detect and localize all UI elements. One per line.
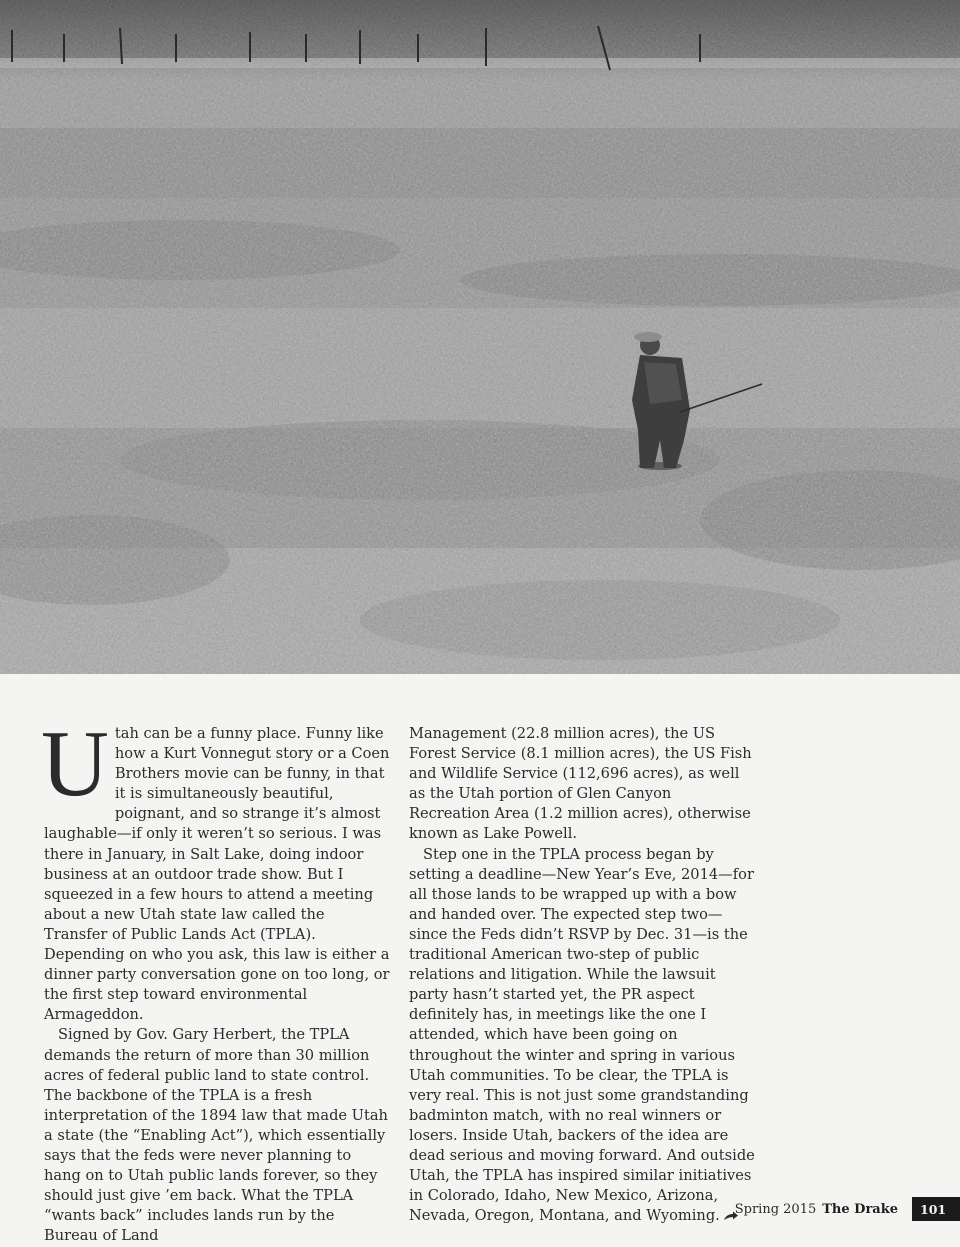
paragraph-3: Management (22.8 million acres), the US Forest Service (8.1 million acres), the US Fish and Wildlife Service (112,696 acres), as well as the Utah portion of Glen Canyon Recreation Area (1.2 million acres), otherwise known as Lake Powell. (409, 725, 752, 843)
paragraph-1-text: tah can be a funny place. Funny like how a Kurt Vonnegut story or a Coen Brothers movie can be funny, in that it is simultaneously beautiful, poignant, and so strange it’s almost laughable—if only it weren’t so serious. I was there in January, in Salt Lake, doing indoor business at an outdoor trade show. But I squeezed in a few hours to attend a meeting about a new Utah state law called the Transfer of Public Lands Act (TPLA). Depending on who you ask, this law is either a dinner party conversation gone on too long, or the first step toward environmental Armageddon. (44, 725, 390, 1024)
paragraph-4 (409, 845, 755, 1227)
magazine-name: The Drake (822, 1201, 898, 1217)
paragraph-2: Signed by Gov. Gary Herbert, the TPLA demands the return of more than 30 million acres of federal public land to state control. The backbone of the TPLA is a fresh interpretation of the 1894 law that made Utah a state (the “Enabling Act”), which essentially says that the feds were never planning to hang on to Utah public lands forever, so they should just give ’em back. What the TPLA “wants back” includes lands run by the Bureau of Land (44, 1026, 388, 1245)
page-number: 101 (912, 1197, 960, 1221)
drop-cap: U (41, 712, 109, 816)
article-column-left (41, 712, 390, 1246)
article-column-right (409, 724, 755, 1226)
page-footer (735, 1197, 960, 1221)
paragraph-1 (41, 712, 390, 1025)
paragraph-4-text: Step one in the TPLA process began by setting a deadline—New Year’s Eve, 2014—for all those lands to be wrapped up with a bow and handed over. The expected step two—since the Feds didn’t RSVP by Dec. 31—is the traditional American two-step of public relations and litigation. While the lawsuit party hasn’t started yet, the PR aspect definitely has, in meetings like the one I attended, which have been going on throughout the winter and spring in various Utah communities. To be clear, the TPLA is very real. This is not just some grandstanding badminton match, with no real winners or losers. Inside Utah, backers of the idea are dead serious and moving forward. And outside Utah, the TPLA has inspired similar initiatives in Colorado, Idaho, New Mexico, Arizona, Nevada, Oregon, Montana, and Wyoming. (409, 845, 755, 1225)
issue-label: Spring 2015 (734, 1201, 817, 1217)
